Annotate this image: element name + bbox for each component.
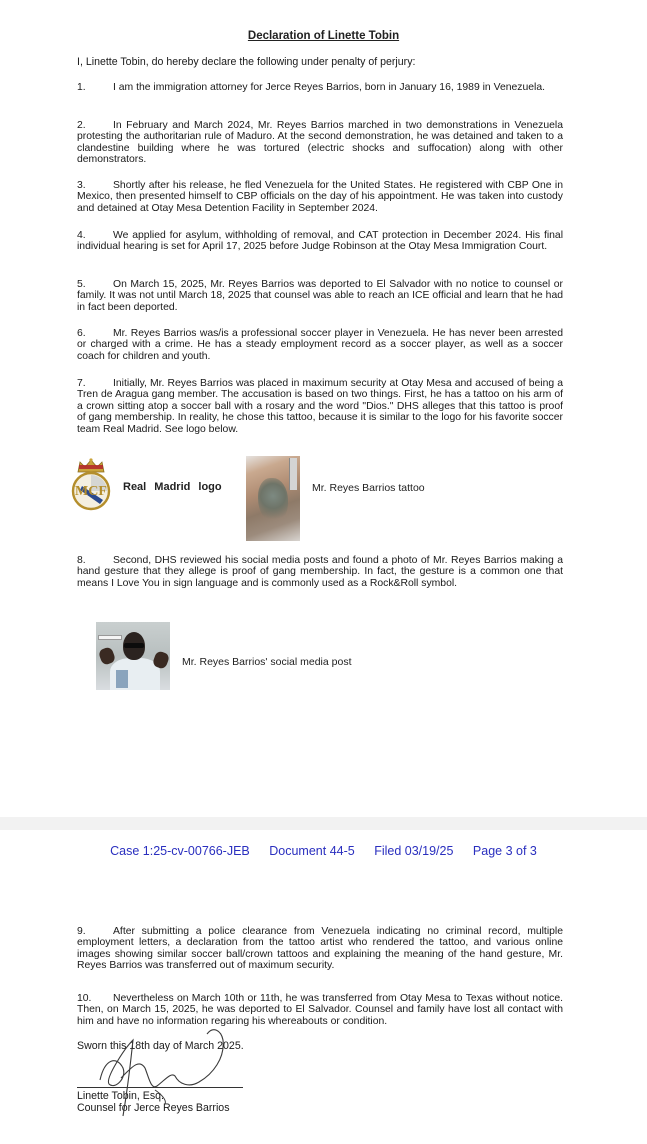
- paragraph-3: [77, 180, 563, 214]
- photo-shirt-print: [116, 670, 128, 688]
- case-header: [0, 844, 647, 858]
- paragraph-7: [77, 378, 563, 435]
- tattoo-photo: [246, 456, 300, 541]
- document-number: Document 44-5: [269, 844, 355, 858]
- paragraph-text: In February and March 2024, Mr. Reyes Barrios marched in two demonstrations in Venezuela protesting the authoritarian rule of Maduro. At the second demonstration, he was detained and taken to a clandestine building where he was tortured (electric shocks and suffocation) along with other demonstrators.: [77, 120, 563, 166]
- paragraph-number: 7.: [77, 378, 86, 389]
- case-number: Case 1:25-cv-00766-JEB: [110, 844, 250, 858]
- paragraph-6: [77, 328, 563, 362]
- paragraph-text: Shortly after his release, he fled Venezuela for the United States. He registered with CBP One in Mexico, then presented himself to CBP officials on the day of his appointment. He was taken into custody and detained at Otay Mesa Detention Facility in September 2024.: [77, 180, 563, 214]
- paragraph-number: 5.: [77, 279, 86, 290]
- paragraph-text: Nevertheless on March 10th or 11th, he was transferred from Otay Mesa to Texas without notice. Then, on March 15, 2025, he was deported to El Salvador. Counsel and family have lost all contact with him and have no information regaring his whereabouts or condition.: [77, 993, 563, 1027]
- sworn-statement: Sworn this 18th day of March 2025.: [77, 1040, 244, 1052]
- page-separator: [0, 817, 647, 830]
- paragraph-number: 3.: [77, 180, 86, 191]
- paragraph-text: Second, DHS reviewed his social media posts and found a photo of Mr. Reyes Barrios making a hand gesture that they allege is proof of gang membership. In fact, the gesture is a common one that means I Love You in sign language and is commonly used as a Rock&Roll symbol.: [77, 555, 563, 589]
- social-media-caption: Mr. Reyes Barrios' social media post: [182, 656, 352, 668]
- paragraph-number: 1.: [77, 82, 86, 93]
- paragraph-number: 9.: [77, 926, 86, 937]
- paragraph-number: 2.: [77, 120, 86, 131]
- svg-text:MCF: MCF: [75, 484, 107, 499]
- paragraph-text: After submitting a police clearance from Venezuela indicating no criminal record, multiple employment letters, a declaration from the tattoo artist who rendered the tattoo, and various online images showing similar soccer ball/crown tattoos and explaining the meaning of the hand gesture, Mr. Reyes Barrios was transferred out of maximum security.: [77, 926, 563, 972]
- paragraph-5: [77, 279, 563, 313]
- paragraph-1: [77, 82, 563, 93]
- paragraph-text: Initially, Mr. Reyes Barrios was placed in maximum security at Otay Mesa and accused of being a Tren de Aragua gang member. The accusation is based on two things. First, he has a tattoo on his arm of a crown sitting atop a soccer ball with a rosary and the word "Dios." DHS alleges that this tattoo is proof of gang membership. In reality, he chose this tattoo, because it is similar to the logo for his favorite soccer team Real Madrid. See logo below.: [77, 378, 563, 435]
- logo-caption: Real Madrid logo: [123, 481, 222, 493]
- paragraph-number: 10.: [77, 993, 92, 1004]
- photo-tag: [98, 635, 122, 640]
- tattoo-ink: [258, 478, 288, 523]
- paragraph-4: [77, 230, 563, 253]
- paragraph-10: [77, 993, 563, 1027]
- paragraph-text: Mr. Reyes Barrios was/is a professional soccer player in Venezuela. He has never been arrested or charged with a crime. He has a steady employment record as a soccer player, as well as a soccer coach for children and youth.: [77, 328, 563, 362]
- paragraph-8: [77, 555, 563, 589]
- signer-name: Linette Tobin, Esq.: [77, 1090, 164, 1102]
- photo-sunglasses: [124, 643, 144, 648]
- real-madrid-logo-image: [70, 456, 112, 512]
- paragraph-text: We applied for asylum, withholding of removal, and CAT protection in December 2024. His final individual hearing is set for April 17, 2025 before Judge Robinson at the Otay Mesa Immigration Court.: [77, 230, 563, 253]
- paragraph-2: [77, 120, 563, 166]
- photo-label-strip: [289, 458, 297, 490]
- intro-statement: I, Linette Tobin, do hereby declare the following under penalty of perjury:: [77, 56, 416, 68]
- tattoo-caption: Mr. Reyes Barrios tattoo: [312, 482, 425, 494]
- declaration-title: Declaration of Linette Tobin: [247, 30, 400, 42]
- signer-role: Counsel for Jerce Reyes Barrios: [77, 1102, 230, 1114]
- paragraph-text: On March 15, 2025, Mr. Reyes Barrios was deported to El Salvador with no notice to counsel or family. It was not until March 18, 2025 that counsel was able to reach an ICE official and learn that he had in fact been deported.: [77, 279, 563, 313]
- social-media-photo: [96, 622, 170, 690]
- page-indicator: Page 3 of 3: [472, 844, 537, 858]
- paragraph-number: 6.: [77, 328, 86, 339]
- crown-icon: [78, 458, 104, 472]
- handwritten-signature: [95, 1028, 265, 1120]
- paragraph-number: 4.: [77, 230, 86, 241]
- paragraph-number: 8.: [77, 555, 86, 566]
- paragraph-text: I am the immigration attorney for Jerce Reyes Barrios, born in January 16, 1989 in Venezuela.: [113, 82, 546, 93]
- paragraph-9: [77, 926, 563, 972]
- filed-date: Filed 03/19/25: [374, 844, 454, 858]
